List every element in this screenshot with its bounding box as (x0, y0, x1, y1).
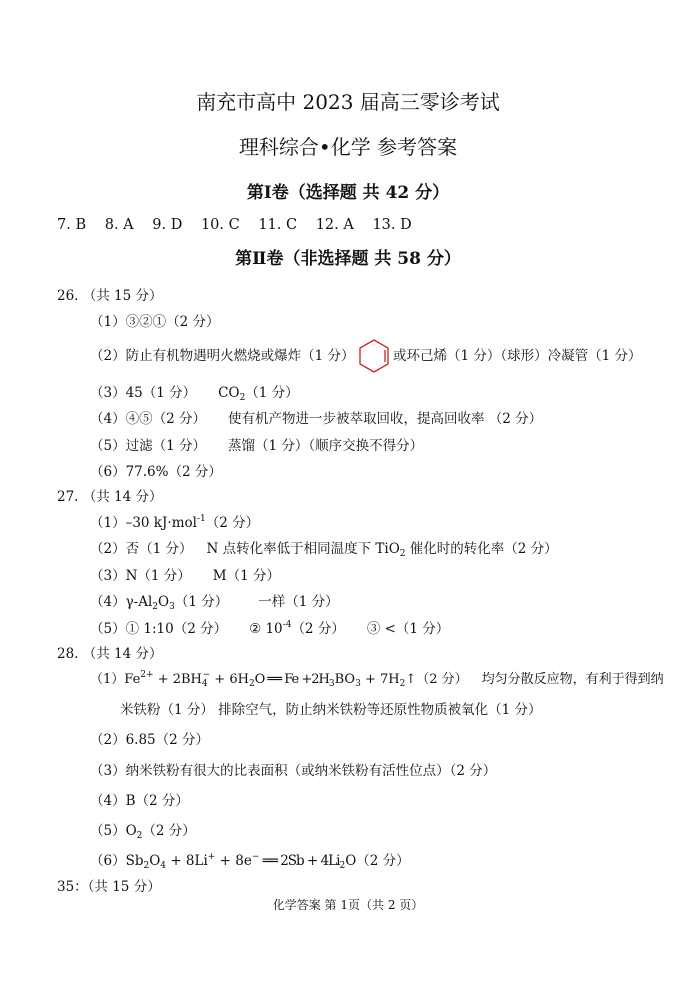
q26-line4-part: 使有机产物进一步被萃取回收，提高回收率 （2 分） (227, 411, 543, 427)
q27-line5-part: ② 10 (249, 621, 283, 637)
subscript: 4 (201, 679, 208, 689)
equation-part: BO (334, 672, 356, 687)
q27-line1-part: （1）–30 kJ·mol (90, 515, 197, 531)
equation-part: （6）Sb (90, 853, 144, 869)
q27-line5-part: ③ <（1 分） (366, 621, 450, 637)
answer-item: 11. C (258, 217, 298, 233)
q26-line3-score: （1 分） (245, 385, 299, 401)
answer-item: 13. D (372, 217, 412, 233)
answer-item: 12. A (315, 217, 354, 233)
q26-line5-part: 蒸馏（1 分）（顺序交换不得分） (227, 438, 424, 454)
q28-line3: （3）纳米铁粉有很大的比表面积（或纳米铁粉有活性位点）（2 分） (90, 763, 497, 779)
q26-line3 (90, 384, 299, 404)
q27-line3-part: （3）N（1 分） (90, 568, 191, 584)
cyclohexene-structure-icon (356, 338, 392, 374)
q27-line4-part: O (158, 594, 170, 610)
subscript: 2 (143, 861, 150, 871)
part1-heading: 第Ⅰ卷（选择题 共 42 分） (246, 183, 450, 203)
equation-part: O (149, 853, 161, 869)
q27-line2 (90, 540, 558, 560)
q26-line6: （6）77.6%（2 分） (90, 464, 222, 480)
q27-line2-part: N 点转化率低于相同温度下 TiO (206, 541, 400, 557)
q26-line4-part: （4）④⑤（2 分） (90, 411, 206, 427)
equation-part: ↑（2 分） (405, 672, 468, 687)
equation-part: + 8Li (166, 853, 208, 869)
equation-part: + 2BH (153, 672, 202, 687)
answer-item: 7. B (57, 217, 87, 233)
subscript: 2 (239, 393, 246, 403)
q27-line3 (90, 567, 280, 585)
page-footer: 化学答案 第 1页（共 2 页） (272, 898, 424, 912)
q27-header: 27. （共 14 分） (57, 489, 163, 505)
part2-heading: 第Ⅱ卷（非选择题 共 58 分） (235, 249, 461, 269)
q28-line2: （2）6.85（2 分） (90, 732, 210, 748)
part1-answers (57, 216, 412, 234)
q28-line5-part: （2 分） (142, 823, 196, 839)
page-title: 南充市高中 2023 届高三零诊考试 (196, 90, 500, 114)
superscript: − (251, 852, 260, 862)
q28-line5-part: （5）O (90, 823, 137, 839)
q26-line5 (90, 437, 423, 455)
q28-header: 28. （共 14 分） (57, 646, 163, 662)
subscript: 3 (328, 679, 335, 689)
superscript: − (202, 670, 211, 680)
q27-line4-part: （4）γ-Al (90, 594, 153, 610)
answer-item: 8. A (104, 217, 134, 233)
q28-line1-reason: 均匀分散反应物，有利于得到纳 (481, 672, 664, 687)
q27-line1-score: （2 分） (205, 515, 260, 531)
subscript: 2 (339, 861, 346, 871)
subscript: 2 (248, 679, 255, 689)
q28-line5 (90, 822, 196, 842)
subscript: 2 (152, 602, 159, 612)
q26-line1: （1）③②①（2 分） (90, 314, 220, 330)
q27-line2-part: 催化时的转化率（2 分） (405, 541, 558, 557)
superscript: -1 (196, 514, 206, 524)
q27-line1 (90, 514, 259, 534)
subscript: 3 (169, 602, 175, 612)
q26-line3-part: （3）45（1 分） (90, 385, 197, 401)
q26-header: 26. （共 15 分） (57, 288, 163, 304)
answer-item: 10. C (200, 217, 240, 233)
subscript: 2 (136, 831, 143, 841)
subscript: 2 (399, 549, 406, 559)
q26-line4 (90, 410, 542, 428)
q27-line4-part: （1 分） (174, 594, 229, 610)
subscript: 2 (399, 679, 406, 689)
subscript: 4 (160, 861, 167, 871)
q27-line4 (90, 593, 339, 613)
q27-line2-part: （2）否（1 分） (90, 541, 193, 557)
equation-part: + 7H (360, 672, 400, 687)
q27-line5 (90, 620, 449, 640)
q27-line4-part: 一样（1 分） (258, 594, 339, 610)
page-subtitle: 理科综合•化学 参考答案 (238, 135, 458, 159)
superscript: + (207, 852, 216, 862)
answer-item: 9. D (152, 217, 183, 233)
superscript: 2+ (140, 670, 154, 680)
q27-line5-part: （5）① 1:10（2 分） (90, 621, 228, 637)
q28-line6 (90, 852, 410, 872)
q35-header: 35：（共 15 分） (57, 879, 161, 895)
q28-line1-continued: 米铁粉（1 分） 排除空气，防止纳米铁粉等还原性物质被氧化（1 分） (120, 702, 542, 718)
q27-line3-part: M（1 分） (212, 568, 281, 584)
q26-line2b: 或环己烯（1 分）（球形）冷凝管（1 分） (393, 348, 642, 364)
co2-formula: CO (218, 385, 240, 401)
q27-line5-part: （2 分） (291, 621, 345, 637)
equation-part: + 6H (210, 672, 249, 687)
equation-part: O ══ Fe +2H (254, 672, 329, 687)
q26-line5-part: （5）过滤（1 分） (90, 438, 206, 454)
q28-line1 (90, 671, 664, 690)
q26-line2a: （2）防止有机物遇明火燃烧或爆炸（1 分） (90, 348, 355, 364)
equation-part: + 8e (215, 853, 252, 869)
subscript: 3 (355, 679, 361, 689)
equation-part: （1）Fe (90, 672, 141, 687)
superscript: -4 (282, 620, 292, 630)
equation-part: O（2 分） (345, 853, 410, 869)
equation-part: ══ 2Sb + 4Li (259, 853, 340, 869)
q28-line4: （4）B（2 分） (90, 793, 189, 809)
